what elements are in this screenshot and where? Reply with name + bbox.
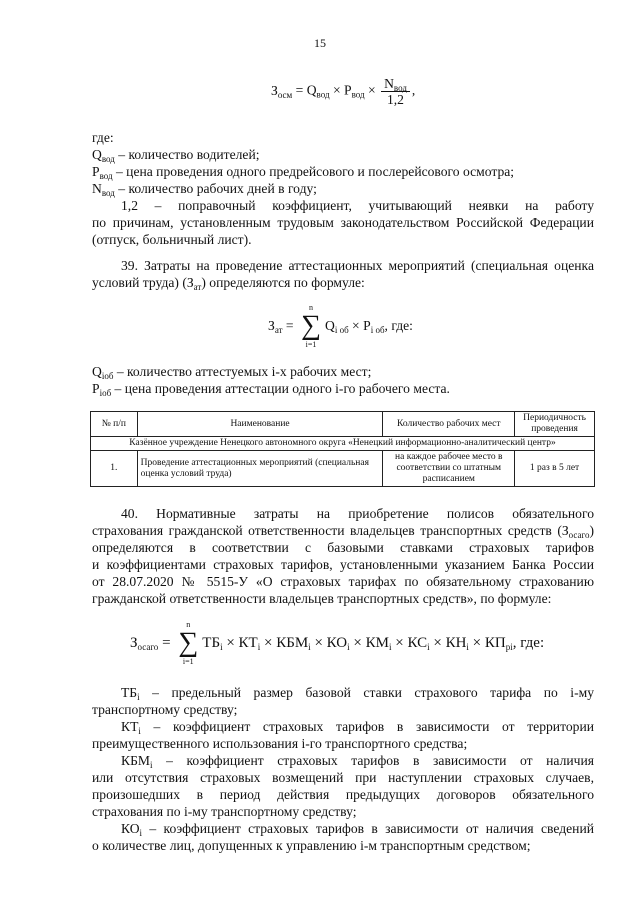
p40-line-3: определяются в соответствии с базовыми ставками страховых тарифов: [92, 540, 594, 555]
def-kbm-line-4: страхования по i-му транспортному средству;: [92, 804, 357, 819]
table-header-row: [91, 412, 595, 437]
formula-osm: $З_{осм} = Q_{вод} \times P_{вод}$ × $\frac{N_{вод}}{1,2}$ ,: [271, 76, 416, 107]
header-cell: Количество рабочих мест: [383, 412, 515, 437]
p40-line-1: 40. Нормативные затраты на приобретение полисов обязательного: [121, 506, 594, 521]
def-kbm-line-1: $КБМ_i$ – коэффициент страховых тарифов в зависимости от наличия: [121, 753, 594, 770]
p40-line-4: и коэффициентами страховых тарифов, установленными указанием Банка России: [92, 557, 594, 572]
table-cell: Проведение аттестационных мероприятий (специальная оценка условий труда): [137, 451, 383, 487]
def-ko-line-1: $КО_i$ – коэффициент страховых тарифов в зависимости от наличия сведений: [121, 821, 594, 838]
sum-sign: n ∑ i=1: [178, 620, 199, 666]
def-kbm-line-3: произошедших в период действия предыдущих договоров обязательного: [92, 787, 594, 802]
def-kt-line-1: $КТ_i$ – коэффициент страховых тарифов в зависимости от территории: [121, 719, 594, 736]
def-tb-line-1: $ТБ_i$ – предельный размер базовой ставки страхового тарифа по i-му: [121, 685, 594, 702]
p40-line-6: гражданской ответственности владельцев транспортных средств», по формуле:: [92, 591, 552, 606]
def-n-vod: $N_{вод}$ – количество рабочих дней в году;: [92, 181, 317, 198]
formula-osago: $З_{осаго}$ = n ∑ i=1 $ТБ_i \times КТ_i \times КБМ_i \times КО_i \times КМ_i \times КС_i \times КН_i \times КП_{pi}$, где:: [130, 620, 545, 666]
header-cell: № п/п: [91, 412, 138, 437]
table-cell: 1.: [91, 451, 138, 487]
coef-line-2: по причинам, установленным трудовым законодательством Российской Федерации: [92, 215, 594, 230]
p40-line-2: страхования гражданской ответственности владельцев транспортных средств $(З_{осаго})$: [92, 523, 594, 540]
p39-line-1: 39. Затраты на проведение аттестационных мероприятий (специальная оценка: [121, 258, 594, 273]
header-cell: Наименование: [137, 412, 383, 437]
table-row: [91, 451, 595, 487]
def-q-iob: $Q_{iоб}$ – количество аттестуемых i-х рабочих мест;: [92, 364, 372, 381]
header-cell: Периодичность проведения: [515, 412, 595, 437]
formula-at: $З_{ат}$ = n ∑ i=1 $Q_{i об} \times P_{i об}$, где:: [268, 303, 413, 349]
def-kt-line-2: преимущественного использования i-го транспортного средства;: [92, 736, 468, 751]
sum-sign: n ∑ i=1: [301, 303, 321, 349]
def-ko-line-2: о количестве лиц, допущенных к управлению i-м транспортным средством;: [92, 838, 531, 853]
attestation-table: [90, 411, 595, 487]
formula-lhs: $З_{осм}$: [271, 82, 293, 100]
page-number: 15: [314, 36, 326, 50]
def-p-iob: $P_{iоб}$ – цена проведения аттестации одного i-го рабочего места.: [92, 381, 450, 398]
formula-terms: $ТБ_i \times КТ_i \times КБМ_i \times КО_i \times КМ_i \times КС_i \times КН_i \times КП_{pi}$, где:: [202, 634, 545, 652]
where-label: где:: [92, 130, 114, 145]
formula-fraction: $\frac{N_{вод}}{1,2}$: [381, 76, 410, 107]
def-q-vod: $Q_{вод}$ – количество водителей;: [92, 147, 260, 164]
table-cell: на каждое рабочее место в соответствии со штатным расписанием: [383, 451, 515, 487]
table-cell: 1 раз в 5 лет: [515, 451, 595, 487]
p39-line-2: условий труда) $(З_{ат})$ определяются по формуле:: [92, 275, 365, 292]
def-tb-line-2: транспортному средству;: [92, 702, 238, 717]
org-cell: Казённое учреждение Ненецкого автономного округа «Ненецкий информационно-аналитический центр»: [91, 437, 595, 451]
table-org-row: [91, 437, 595, 451]
p40-line-5: от 28.07.2020 № 5515-У «О страховых тарифах по обязательному страхованию: [92, 574, 594, 589]
def-kbm-line-2: или отсутствия страховых возмещений при наступлении страховых случаев,: [92, 770, 594, 785]
coef-line-1: 1,2 – поправочный коэффициент, учитывающий неявки на работу: [121, 198, 594, 213]
def-p-vod: $P_{вод}$ – цена проведения одного предрейсового и послерейсового осмотра;: [92, 164, 515, 181]
coef-line-3: (отпуск, больничный лист).: [92, 232, 252, 247]
